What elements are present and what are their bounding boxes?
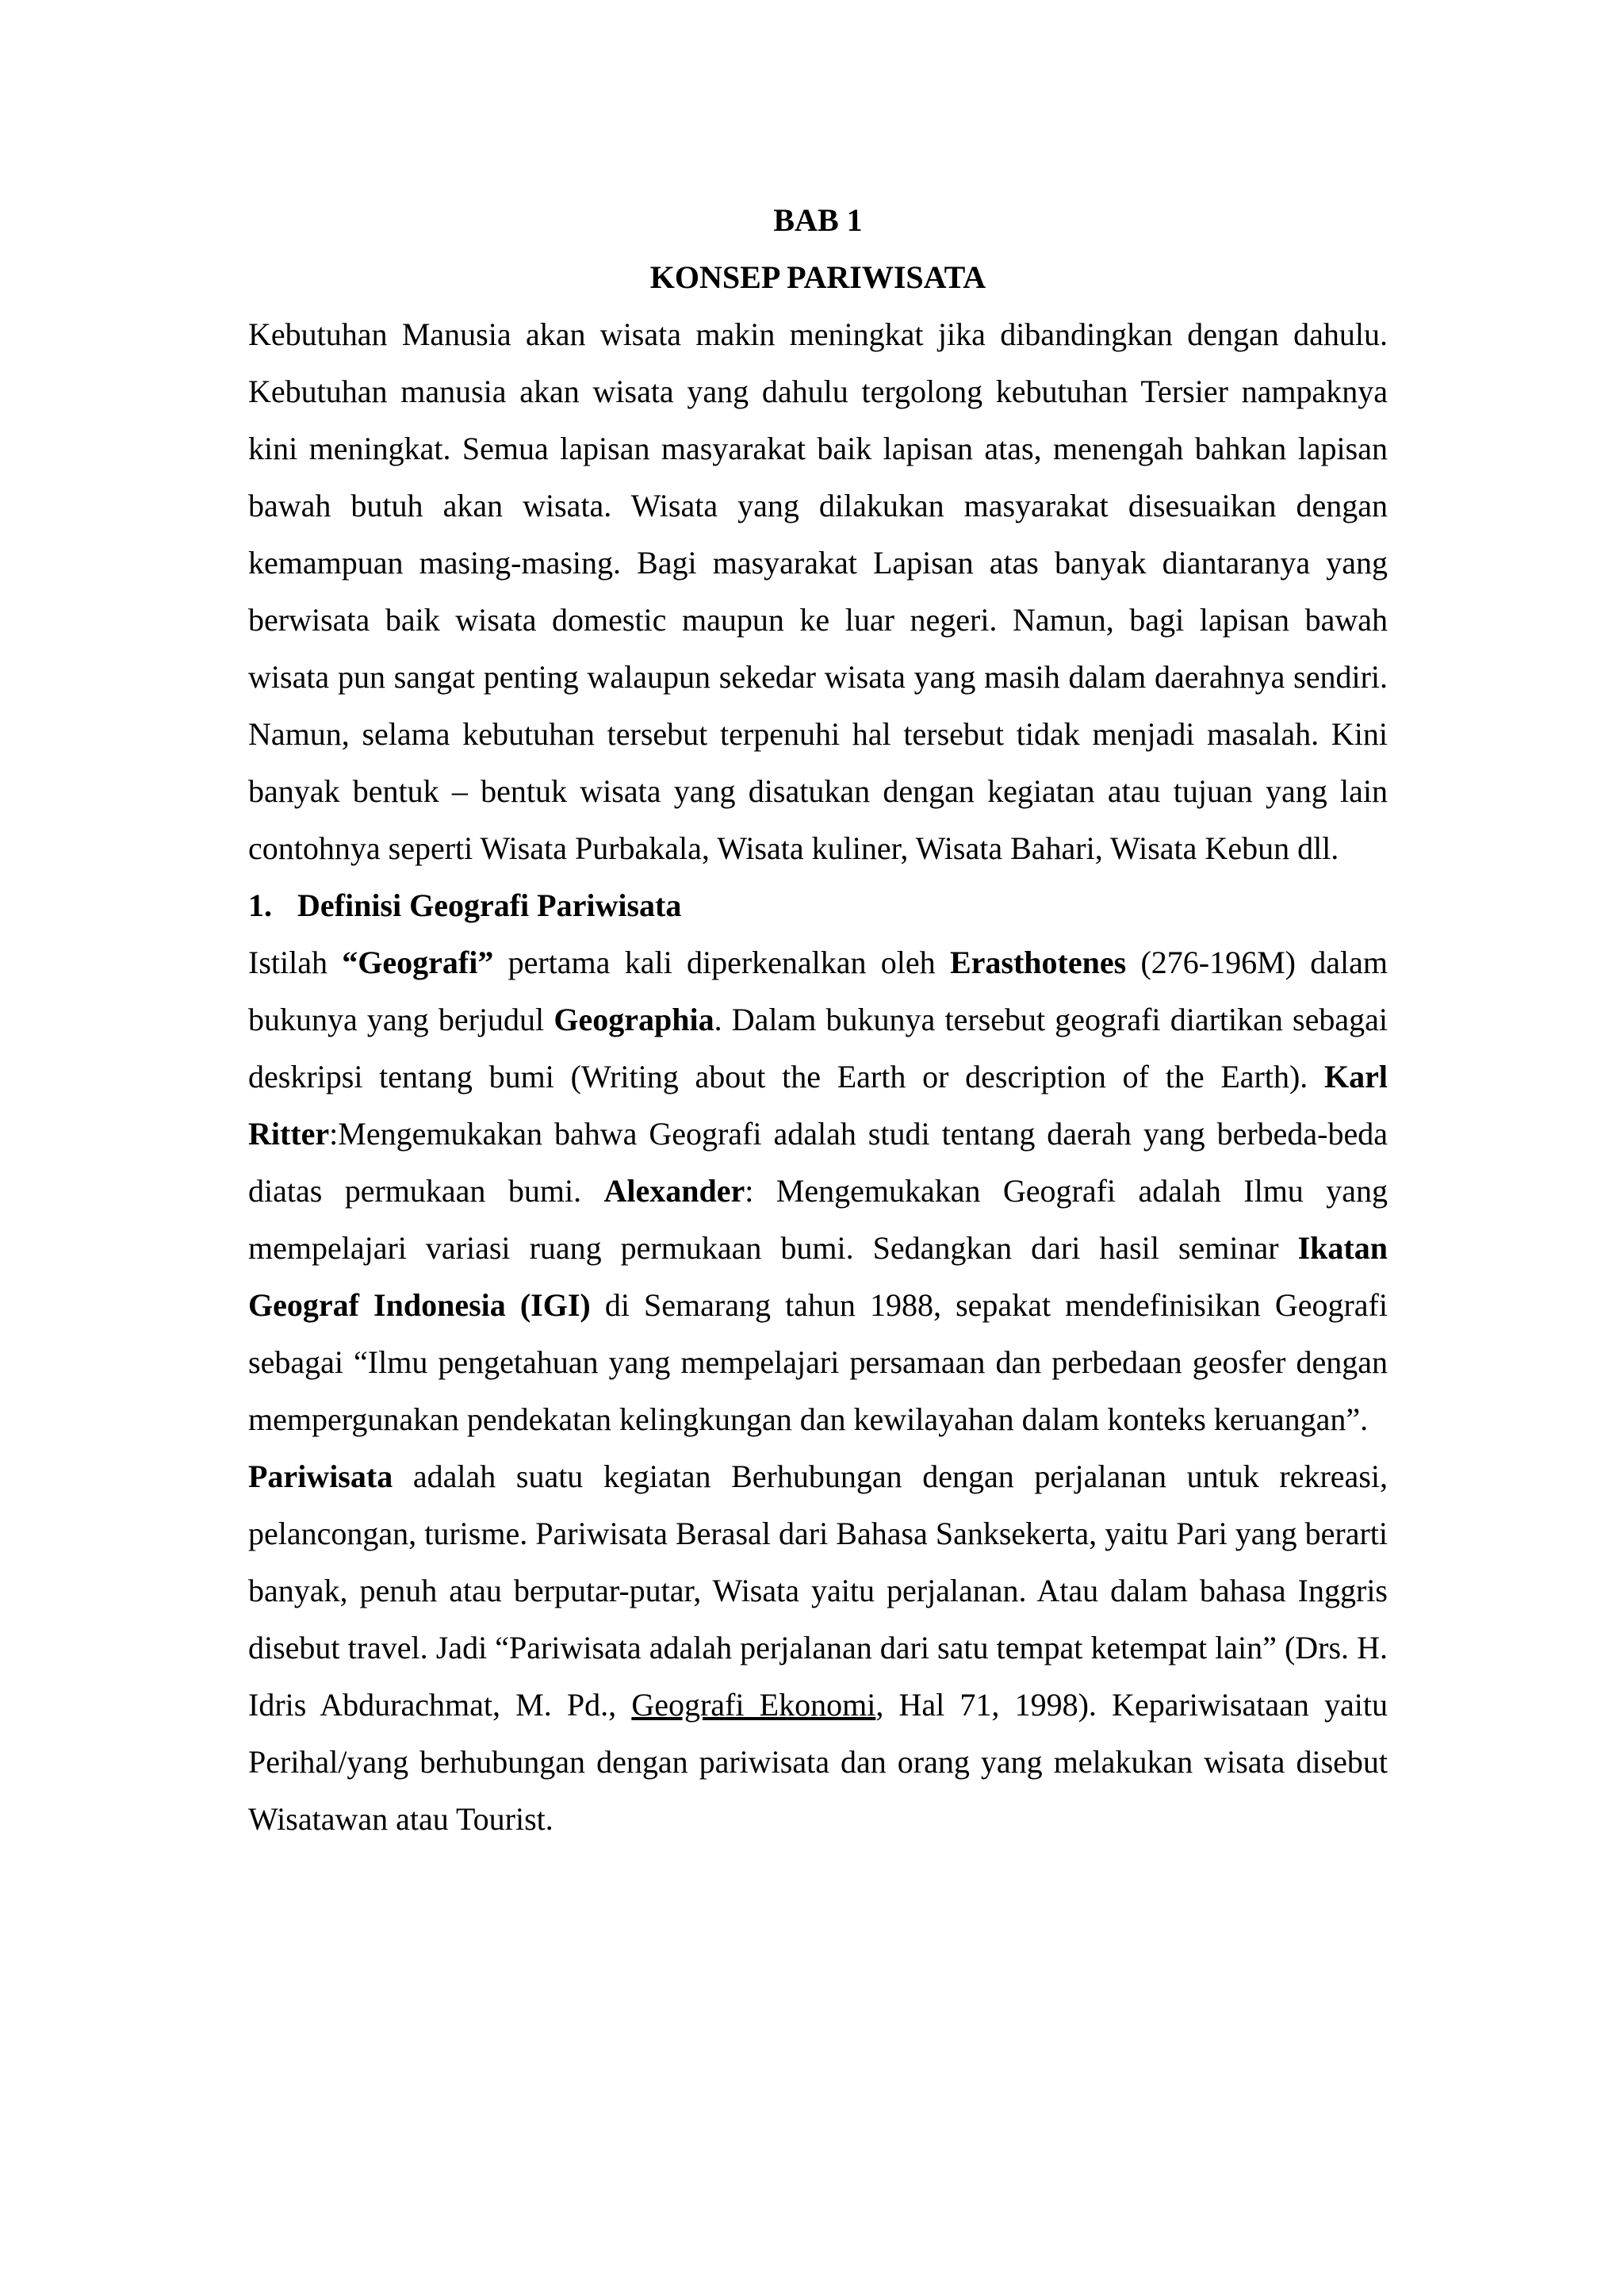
chapter-label: BAB 1 [773,202,863,238]
name-karl-ritter: Karl Ritter [248,1059,1388,1152]
book-geographia: Geographia [553,1002,714,1037]
geografi-text-2: pertama kali diperkenalkan oleh [493,945,950,980]
pariwisata-paragraph [248,1448,1388,1848]
term-geografi: “Geografi” [342,945,494,980]
section-title: Definisi Geografi Pariwisata [297,887,682,923]
name-alexander: Alexander [603,1173,745,1209]
section-number: 1. [248,887,272,923]
chapter-title: KONSEP PARIWISATA [649,259,986,295]
name-erasthotenes: Erasthotenes [949,945,1127,980]
geografi-paragraph [248,934,1388,1448]
org-igi: Ikatan Geograf Indonesia (IGI) [248,1230,1388,1323]
section-heading [248,877,1388,934]
document-page [248,192,1388,1848]
pariwisata-text-2: , Hal 71, 1998). Kepariwisataan yaitu Perihal/yang berhubungan dengan pariwisata dan orang yang melakukan wisata disebut Wisatawan atau Tourist. [248,1687,1388,1837]
geografi-text-3: (276-196M) dalam bukunya yang berjudul [248,945,1388,1037]
geografi-text-5: :Mengemukakan bahwa Geografi adalah studi tentang daerah yang berbeda-beda diatas permukaan bumi. [248,1116,1388,1209]
pariwisata-text-1: adalah suatu kegiatan Berhubungan dengan perjalanan untuk rekreasi, pelancongan, turisme. Pariwisata Berasal dari Bahasa Sanksekerta, yaitu Pari yang berarti banyak, penuh atau berputar-putar, Wisata yaitu perjalanan. Atau dalam bahasa Inggris disebut travel. Jadi “Pariwisata adalah perjalanan dari satu tempat ketempat lain” (Drs. H. Idris Abdurachmat, M. Pd., [248,1458,1388,1723]
book-geografi-ekonomi: Geografi Ekonomi [631,1687,876,1723]
geografi-text-1: Istilah [248,945,343,980]
geografi-text-4: . Dalam bukunya tersebut geografi diartikan sebagai deskripsi tentang bumi (Writing about the Earth or description of the Earth). [248,1002,1388,1094]
geografi-text-7: di Semarang tahun 1988, sepakat mendefinisikan Geografi sebagai “Ilmu pengetahuan yang mempelajari persamaan dan perbedaan geosfer dengan mempergunakan pendekatan kelingkungan dan kewilayahan dalam konteks keruangan”. [248,1287,1388,1437]
geografi-text-6: : Mengemukakan Geografi adalah Ilmu yang mempelajari variasi ruang permukaan bumi. Sedangkan dari hasil seminar [248,1173,1388,1266]
intro-paragraph: Kebutuhan Manusia akan wisata makin meningkat jika dibandingkan dengan dahulu. Kebutuhan manusia akan wisata yang dahulu tergolong kebutuhan Tersier nampaknya kini meningkat. Semua lapisan masyarakat baik lapisan atas, menengah bahkan lapisan bawah butuh akan wisata. Wisata yang dilakukan masyarakat disesuaikan dengan kemampuan masing-masing. Bagi masyarakat Lapisan atas banyak diantaranya yang berwisata baik wisata domestic maupun ke luar negeri. Namun, bagi lapisan bawah wisata pun sangat penting walaupun sekedar wisata yang masih dalam daerahnya sendiri. Namun, selama kebutuhan tersebut terpenuhi hal tersebut tidak menjadi masalah. Kini banyak bentuk – bentuk wisata yang disatukan dengan kegiatan atau tujuan yang lain contohnya seperti Wisata Purbakala, Wisata kuliner, Wisata Bahari, Wisata Kebun dll. [248,316,1388,866]
term-pariwisata: Pariwisata [248,1458,393,1494]
